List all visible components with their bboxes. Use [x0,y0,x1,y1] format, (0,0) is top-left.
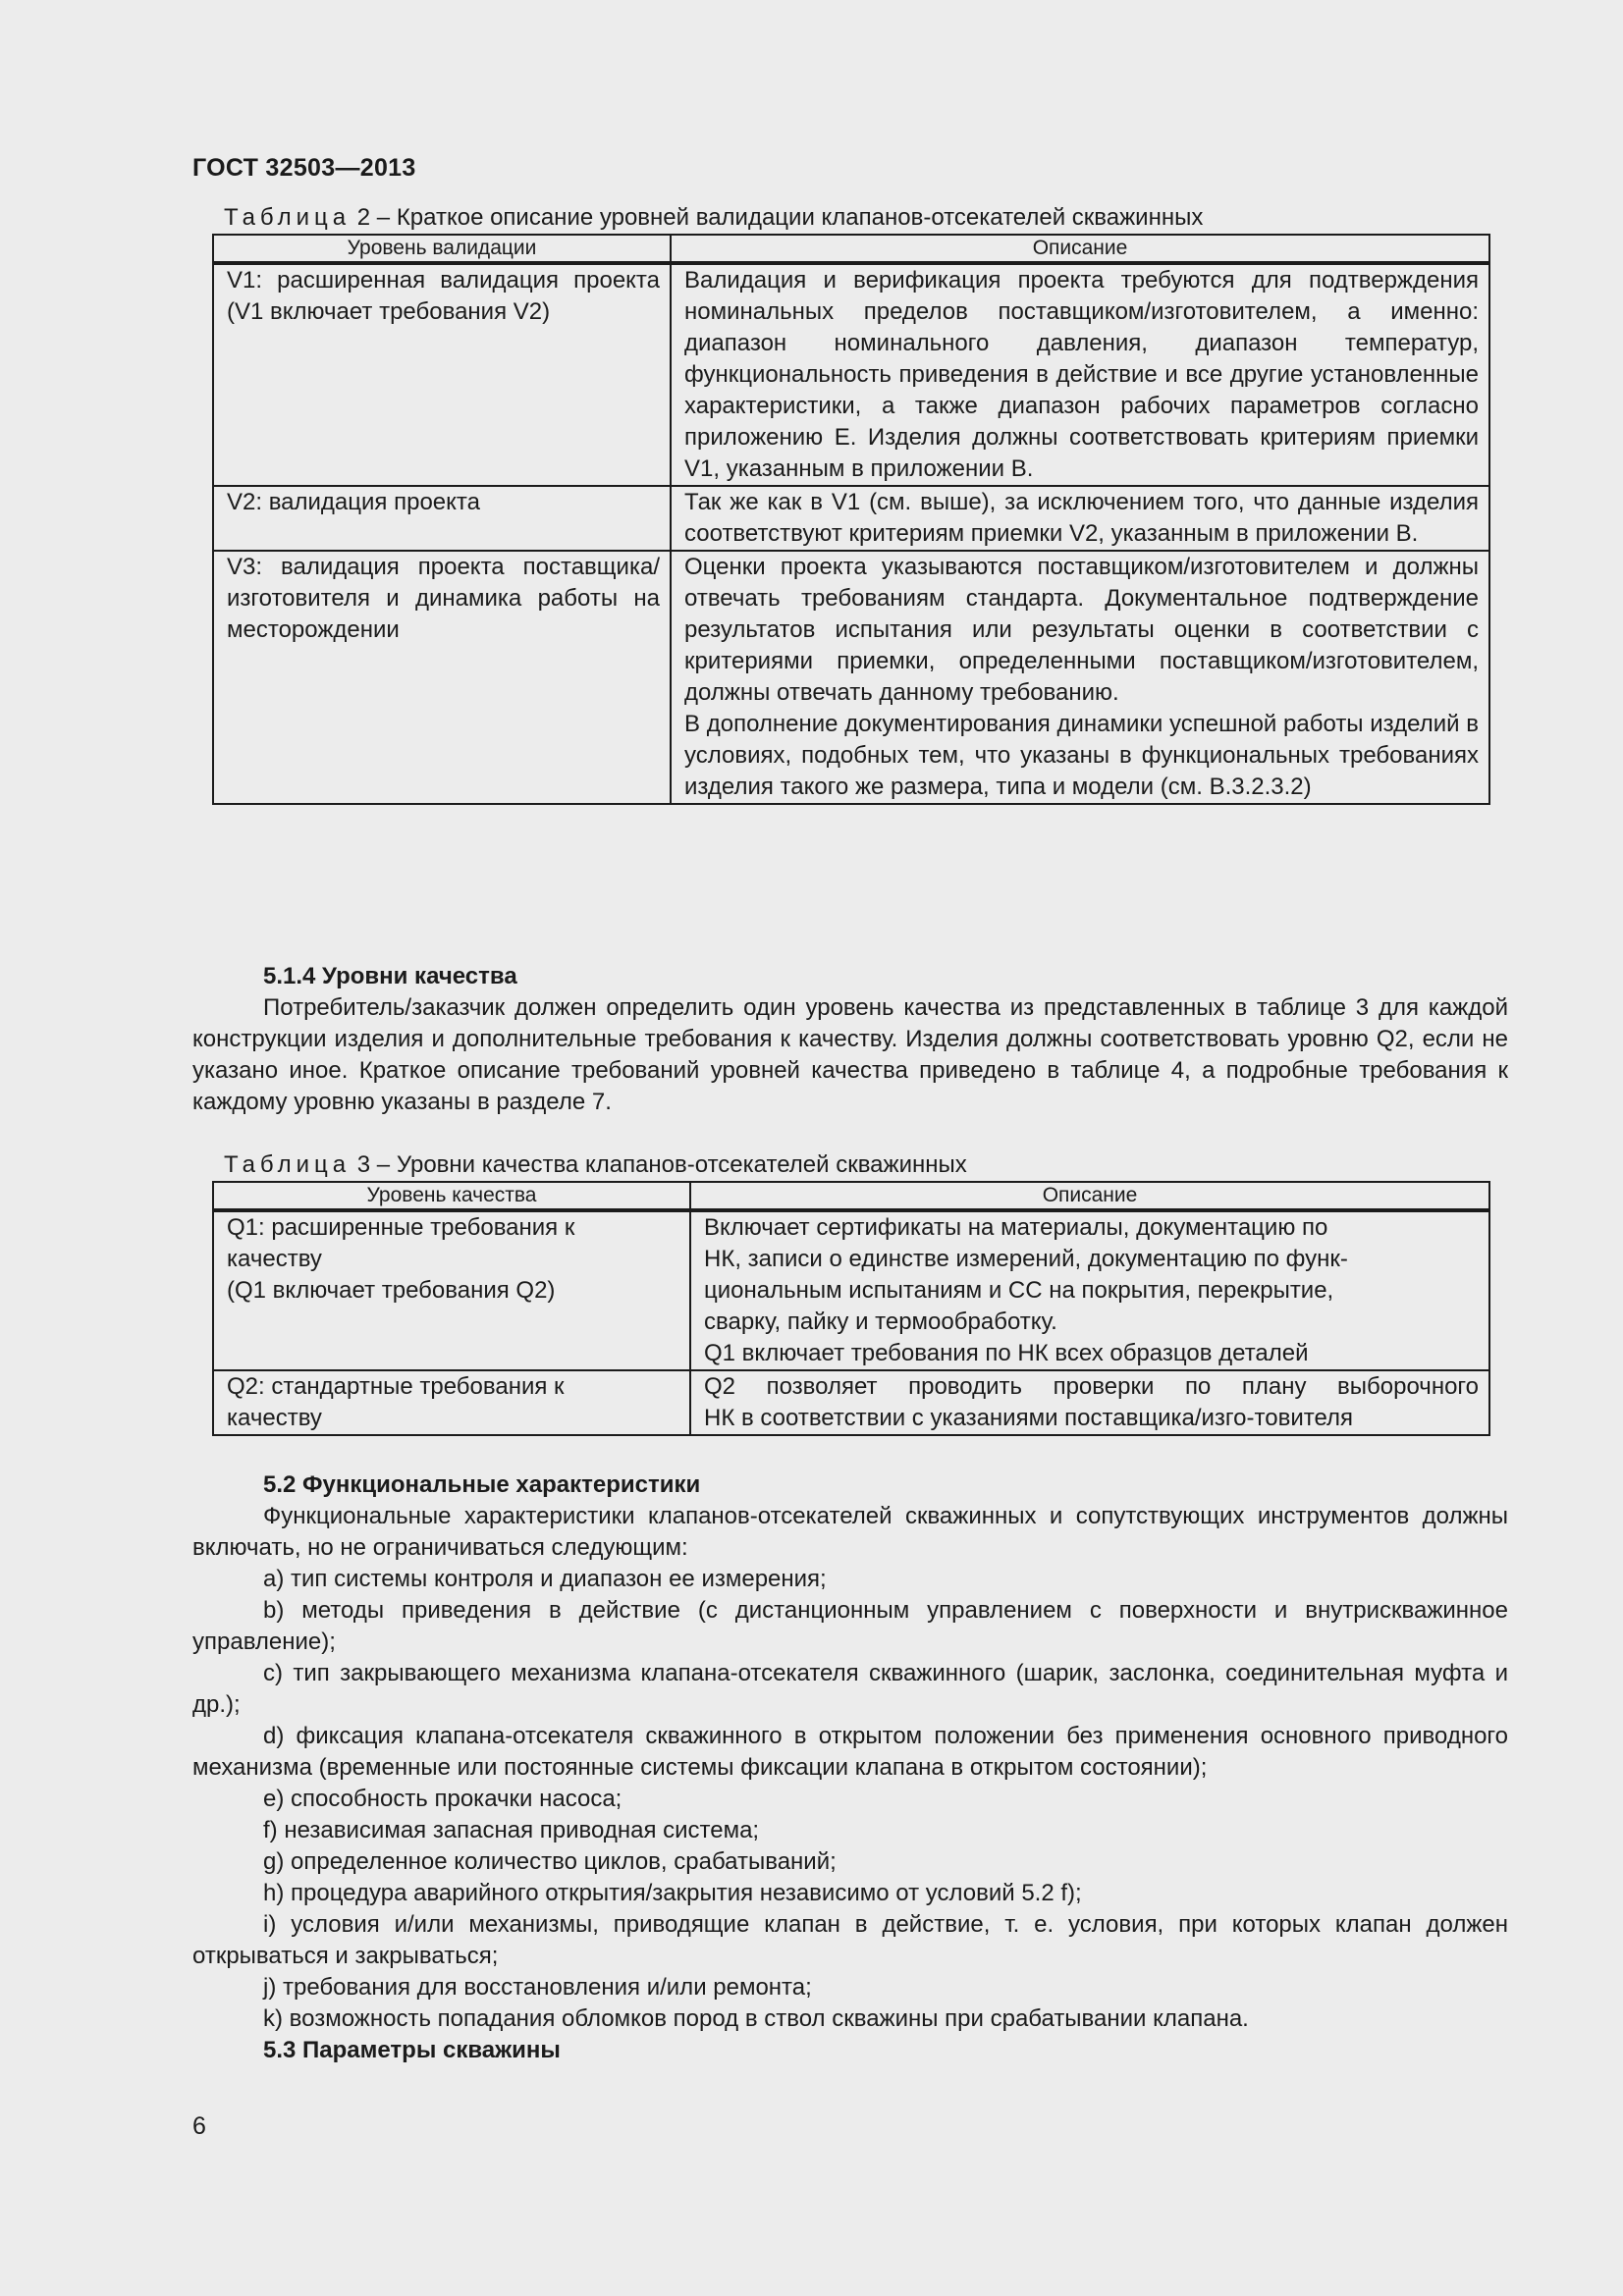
table3-caption-text: 3 – Уровни качества клапанов-отсекателей скважинных [356,1151,967,1178]
table3-header-row [213,1182,1489,1210]
table-row [213,1210,1489,1370]
table-row [213,486,1489,551]
table3-level-cell [213,1370,690,1435]
list-item: j) требования для восстановления и/или ремонта; [263,1974,812,2001]
table3-column-header: Уровень качества [213,1182,690,1210]
table2-level-cell: V3: валидация проекта поставщика/изготовителя и динамика работы на месторождении [213,551,671,804]
table-row [213,263,1489,486]
table-row [213,551,1489,804]
table-row [213,1370,1489,1435]
table2-level-cell: V1: расширенная валидация проекта (V1 включает требования V2) [213,263,671,486]
table2-validation-levels [212,234,1490,805]
list-item: a) тип системы контроля и диапазон ее измерения; [263,1566,827,1592]
table2-header-row [213,235,1489,263]
page-number: 6 [192,2112,206,2140]
table3-quality-levels [212,1181,1490,1436]
list-item: g) определенное количество циклов, срабатываний; [263,1848,837,1875]
cell-line: Q1 включает требования по НК всех образцов деталей [704,1340,1309,1366]
section-paragraph: Потребитель/заказчик должен определить один уровень качества из представленных в таблице 3 для каждой конструкции изделия и дополнительные требования к качеству. Изделия должны соответствовать уровню Q2, если не указано иное. Краткое описание требований уровней качества приведено в таблице 4, а подробные требования к каждому уровню указаны в разделе 7. [192,994,1508,1115]
cell-line: НК, записи о единстве измерений, документацию по функ- [704,1246,1348,1272]
cell-line: Q2: стандартные требования к [227,1373,565,1400]
cell-line: (Q1 включает требования Q2) [227,1277,556,1304]
table3-caption-word: Таблица [224,1151,352,1178]
table2-description-paragraph: Оценки проекта указываются поставщиком/изготовителем и должны отвечать требованиям стандарта. Документальное подтверждение результатов испытания или результаты оценки в соответствии с критериями приемки, определенными поставщиком/изготовителем, должны отвечать данному требованию. [684,554,1479,706]
cell-line: качеству [227,1405,322,1431]
cell-line: качеству [227,1246,322,1272]
section-paragraph: Функциональные характеристики клапанов-отсекателей скважинных и сопутствующих инструментов должны включать, но не ограничиваться следующим: [192,1503,1508,1561]
cell-line: Включает сертификаты на материалы, документацию по [704,1214,1328,1241]
list-item: d) фиксация клапана-отсекателя скважинного в открытом положении без применения основного приводного механизма (временные или постоянные системы фиксации клапана в открытом состоянии); [192,1723,1508,1781]
document-code-header: ГОСТ 32503—2013 [192,154,416,182]
section-heading: 5.2 Функциональные характеристики [263,1471,701,1498]
list-item: c) тип закрывающего механизма клапана-отсекателя скважинного (шарик, заслонка, соединительная муфта и др.); [192,1660,1508,1718]
section-5-2 [192,1469,1508,2066]
table3-description-cell [690,1210,1489,1370]
cell-line: циональным испытаниям и СС на покрытия, перекрытие, [704,1277,1334,1304]
cell-line: Q1: расширенные требования к [227,1214,575,1241]
list-item: k) возможность попадания обломков пород в ствол скважины при срабатывании клапана. [263,2005,1249,2032]
table3-column-header: Описание [690,1182,1489,1210]
table2-column-header: Уровень валидации [213,235,671,263]
list-item: e) способность прокачки насоса; [263,1786,622,1812]
table3-level-cell [213,1210,690,1370]
table2-description-cell: Валидация и верификация проекта требуются для подтверждения номинальных пределов поставщиком/изготовителем, а именно: диапазон номинального давления, диапазон температур, функциональность приведения в действие и все другие установленные характеристики, а также диапазон рабочих параметров согласно приложению Е. Изделия должны соответствовать критериям приемки V1, указанным в приложении В. [671,263,1489,486]
table2-caption [224,204,1203,232]
cell-line: Q2 позволяет проводить проверки по плану выборочного [704,1373,1479,1400]
table2-description-cell [671,551,1489,804]
table2-level-cell: V2: валидация проекта [213,486,671,551]
section-heading: 5.1.4 Уровни качества [263,963,517,989]
list-item: h) процедура аварийного открытия/закрытия независимо от условий 5.2 f); [263,1880,1082,1906]
table3-caption [224,1151,967,1179]
table2-description-paragraph: В дополнение документирования динамики успешной работы изделий в условиях, подобных тем, что указаны в функциональных требованиях изделия такого же размера, типа и модели (см. В.3.2.3.2) [684,711,1479,800]
table3-description-cell [690,1370,1489,1435]
list-item: i) условия и/или механизмы, приводящие клапан в действие, т. е. условия, при которых клапан должен открываться и закрываться; [192,1911,1508,1969]
table2-caption-word: Таблица [224,204,352,231]
cell-line: НК в соответствии с указаниями поставщика/изго-товителя [704,1405,1353,1431]
section-heading: 5.3 Параметры скважины [263,2037,561,2063]
table2-description-cell: Так же как в V1 (см. выше), за исключением того, что данные изделия соответствуют критериям приемки V2, указанным в приложении В. [671,486,1489,551]
section-5-1-4 [192,961,1508,1118]
cell-line: сварку, пайку и термообработку. [704,1308,1057,1335]
list-item: f) независимая запасная приводная система; [263,1817,760,1843]
list-item: b) методы приведения в действие (с дистанционным управлением с поверхности и внутрискважинное управление); [192,1597,1508,1655]
table2-column-header: Описание [671,235,1489,263]
table2-caption-text: 2 – Краткое описание уровней валидации клапанов-отсекателей скважинных [356,204,1204,231]
